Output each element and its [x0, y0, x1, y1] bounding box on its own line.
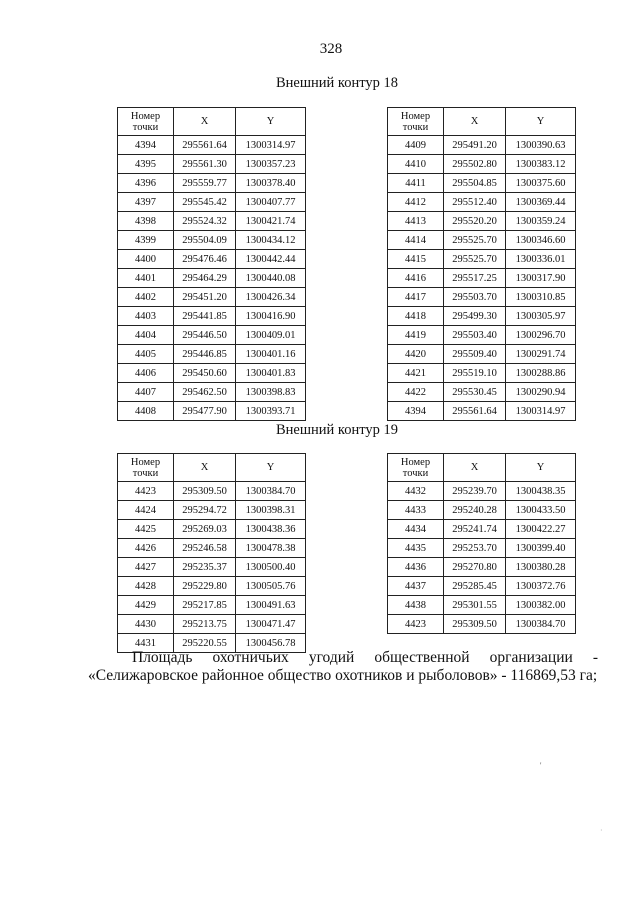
- point-number-cell: 4418: [388, 307, 444, 326]
- point-number-cell: 4395: [118, 155, 174, 174]
- point-number-cell: 4410: [388, 155, 444, 174]
- table-row: [388, 288, 576, 307]
- contour-19-right-table: [387, 453, 576, 634]
- header-y: Y: [236, 454, 306, 482]
- table-row: [118, 577, 306, 596]
- y-coordinate-cell: 1300398.31: [236, 501, 306, 520]
- x-coordinate-cell: 295545.42: [174, 193, 236, 212]
- point-number-cell: 4406: [118, 364, 174, 383]
- table-row: [388, 520, 576, 539]
- table-row: [388, 269, 576, 288]
- header-point-number: Номер точки: [118, 108, 174, 136]
- x-coordinate-cell: 295446.85: [174, 345, 236, 364]
- y-coordinate-cell: 1300290.94: [506, 383, 576, 402]
- x-coordinate-cell: 295559.77: [174, 174, 236, 193]
- x-coordinate-cell: 295240.28: [444, 501, 506, 520]
- y-coordinate-cell: 1300398.83: [236, 383, 306, 402]
- table-row: [118, 155, 306, 174]
- y-coordinate-cell: 1300305.97: [506, 307, 576, 326]
- x-coordinate-cell: 295502.80: [444, 155, 506, 174]
- header-x: X: [174, 108, 236, 136]
- point-number-cell: 4431: [118, 634, 174, 653]
- table-row: [118, 193, 306, 212]
- table-row: [388, 402, 576, 421]
- y-coordinate-cell: 1300380.28: [506, 558, 576, 577]
- point-number-cell: 4404: [118, 326, 174, 345]
- table-row: [118, 402, 306, 421]
- scan-speck: ': [540, 761, 542, 770]
- x-coordinate-cell: 295462.50: [174, 383, 236, 402]
- table-row: [388, 596, 576, 615]
- y-coordinate-cell: 1300422.27: [506, 520, 576, 539]
- x-coordinate-cell: 295476.46: [174, 250, 236, 269]
- point-number-cell: 4405: [118, 345, 174, 364]
- x-coordinate-cell: 295309.50: [174, 482, 236, 501]
- y-coordinate-cell: 1300336.01: [506, 250, 576, 269]
- contour-19-title: Внешний контур 19: [275, 422, 399, 438]
- table-row: [388, 212, 576, 231]
- x-coordinate-cell: 295561.64: [444, 402, 506, 421]
- table-row: [118, 520, 306, 539]
- table-row: [118, 539, 306, 558]
- y-coordinate-cell: 1300291.74: [506, 345, 576, 364]
- point-number-cell: 4398: [118, 212, 174, 231]
- contour-18-left-table: [117, 107, 306, 421]
- y-coordinate-cell: 1300383.12: [506, 155, 576, 174]
- x-coordinate-cell: 295285.45: [444, 577, 506, 596]
- x-coordinate-cell: 295504.85: [444, 174, 506, 193]
- point-number-cell: 4424: [118, 501, 174, 520]
- y-coordinate-cell: 1300372.76: [506, 577, 576, 596]
- point-number-cell: 4407: [118, 383, 174, 402]
- table-row: [388, 558, 576, 577]
- point-number-cell: 4436: [388, 558, 444, 577]
- table-row: [388, 539, 576, 558]
- y-coordinate-cell: 1300421.74: [236, 212, 306, 231]
- y-coordinate-cell: 1300442.44: [236, 250, 306, 269]
- y-coordinate-cell: 1300433.50: [506, 501, 576, 520]
- point-number-cell: 4433: [388, 501, 444, 520]
- point-number-cell: 4429: [118, 596, 174, 615]
- table-row: [388, 482, 576, 501]
- scan-speck: ·: [600, 826, 603, 835]
- x-coordinate-cell: 295220.55: [174, 634, 236, 653]
- x-coordinate-cell: 295477.90: [174, 402, 236, 421]
- point-number-cell: 4427: [118, 558, 174, 577]
- header-y: Y: [506, 108, 576, 136]
- x-coordinate-cell: 295525.70: [444, 250, 506, 269]
- y-coordinate-cell: 1300384.70: [506, 615, 576, 634]
- table-row: [388, 345, 576, 364]
- y-coordinate-cell: 1300491.63: [236, 596, 306, 615]
- point-number-cell: 4428: [118, 577, 174, 596]
- point-number-cell: 4420: [388, 345, 444, 364]
- table-row: [118, 250, 306, 269]
- table-row: [118, 558, 306, 577]
- x-coordinate-cell: 295503.40: [444, 326, 506, 345]
- table-row: [388, 155, 576, 174]
- point-number-cell: 4426: [118, 539, 174, 558]
- x-coordinate-cell: 295241.74: [444, 520, 506, 539]
- point-number-cell: 4396: [118, 174, 174, 193]
- y-coordinate-cell: 1300500.40: [236, 558, 306, 577]
- y-coordinate-cell: 1300407.77: [236, 193, 306, 212]
- x-coordinate-cell: 295270.80: [444, 558, 506, 577]
- point-number-cell: 4412: [388, 193, 444, 212]
- table-row: [118, 231, 306, 250]
- point-number-cell: 4422: [388, 383, 444, 402]
- table-row: [388, 307, 576, 326]
- y-coordinate-cell: 1300314.97: [506, 402, 576, 421]
- table-header-row: [118, 454, 306, 482]
- x-coordinate-cell: 295509.40: [444, 345, 506, 364]
- x-coordinate-cell: 295239.70: [444, 482, 506, 501]
- table-row: [118, 482, 306, 501]
- header-x: X: [444, 454, 506, 482]
- table-row: [388, 193, 576, 212]
- y-coordinate-cell: 1300369.44: [506, 193, 576, 212]
- y-coordinate-cell: 1300438.36: [236, 520, 306, 539]
- table-row: [388, 174, 576, 193]
- x-coordinate-cell: 295524.32: [174, 212, 236, 231]
- x-coordinate-cell: 295294.72: [174, 501, 236, 520]
- table-row: [118, 383, 306, 402]
- point-number-cell: 4430: [118, 615, 174, 634]
- point-number-cell: 4402: [118, 288, 174, 307]
- point-number-cell: 4414: [388, 231, 444, 250]
- point-number-cell: 4415: [388, 250, 444, 269]
- header-y: Y: [506, 454, 576, 482]
- x-coordinate-cell: 295441.85: [174, 307, 236, 326]
- table-row: [118, 307, 306, 326]
- point-number-cell: 4403: [118, 307, 174, 326]
- table-row: [388, 364, 576, 383]
- table-header-row: [118, 108, 306, 136]
- point-number-cell: 4423: [388, 615, 444, 634]
- y-coordinate-cell: 1300401.16: [236, 345, 306, 364]
- y-coordinate-cell: 1300393.71: [236, 402, 306, 421]
- y-coordinate-cell: 1300357.23: [236, 155, 306, 174]
- y-coordinate-cell: 1300375.60: [506, 174, 576, 193]
- contour-18-title: Внешний контур 18: [275, 75, 399, 91]
- y-coordinate-cell: 1300310.85: [506, 288, 576, 307]
- table-row: [118, 596, 306, 615]
- point-number-cell: 4416: [388, 269, 444, 288]
- y-coordinate-cell: 1300384.70: [236, 482, 306, 501]
- header-point-number: Номер точки: [388, 108, 444, 136]
- y-coordinate-cell: 1300382.00: [506, 596, 576, 615]
- table-row: [118, 136, 306, 155]
- table-row: [388, 577, 576, 596]
- y-coordinate-cell: 1300416.90: [236, 307, 306, 326]
- point-number-cell: 4421: [388, 364, 444, 383]
- contour-19-left-table: [117, 453, 306, 653]
- area-statement-line-1: Площадь охотничьих угодий общественной организации -: [132, 649, 598, 666]
- x-coordinate-cell: 295235.37: [174, 558, 236, 577]
- point-number-cell: 4401: [118, 269, 174, 288]
- point-number-cell: 4400: [118, 250, 174, 269]
- point-number-cell: 4409: [388, 136, 444, 155]
- point-number-cell: 4413: [388, 212, 444, 231]
- header-point-number: Номер точки: [118, 454, 174, 482]
- x-coordinate-cell: 295530.45: [444, 383, 506, 402]
- y-coordinate-cell: 1300440.08: [236, 269, 306, 288]
- point-number-cell: 4423: [118, 482, 174, 501]
- x-coordinate-cell: 295269.03: [174, 520, 236, 539]
- x-coordinate-cell: 295451.20: [174, 288, 236, 307]
- y-coordinate-cell: 1300434.12: [236, 231, 306, 250]
- table-row: [118, 345, 306, 364]
- point-number-cell: 4408: [118, 402, 174, 421]
- y-coordinate-cell: 1300426.34: [236, 288, 306, 307]
- table-row: [388, 136, 576, 155]
- table-row: [388, 250, 576, 269]
- x-coordinate-cell: 295229.80: [174, 577, 236, 596]
- header-x: X: [444, 108, 506, 136]
- x-coordinate-cell: 295301.55: [444, 596, 506, 615]
- point-number-cell: 4437: [388, 577, 444, 596]
- x-coordinate-cell: 295246.58: [174, 539, 236, 558]
- table-row: [388, 383, 576, 402]
- area-statement-line-2: «Селижаровское районное общество охотников и рыболовов» - 116869,53 га;: [88, 667, 598, 684]
- y-coordinate-cell: 1300390.63: [506, 136, 576, 155]
- header-point-number: Номер точки: [388, 454, 444, 482]
- y-coordinate-cell: 1300456.78: [236, 634, 306, 653]
- point-number-cell: 4438: [388, 596, 444, 615]
- table-row: [388, 501, 576, 520]
- y-coordinate-cell: 1300346.60: [506, 231, 576, 250]
- table-row: [118, 615, 306, 634]
- point-number-cell: 4417: [388, 288, 444, 307]
- x-coordinate-cell: 295519.10: [444, 364, 506, 383]
- table-row: [388, 231, 576, 250]
- header-y: Y: [236, 108, 306, 136]
- y-coordinate-cell: 1300409.01: [236, 326, 306, 345]
- point-number-cell: 4397: [118, 193, 174, 212]
- point-number-cell: 4435: [388, 539, 444, 558]
- y-coordinate-cell: 1300296.70: [506, 326, 576, 345]
- x-coordinate-cell: 295512.40: [444, 193, 506, 212]
- x-coordinate-cell: 295517.25: [444, 269, 506, 288]
- table-header-row: [388, 108, 576, 136]
- table-row: [118, 288, 306, 307]
- y-coordinate-cell: 1300438.35: [506, 482, 576, 501]
- point-number-cell: 4432: [388, 482, 444, 501]
- x-coordinate-cell: 295561.64: [174, 136, 236, 155]
- y-coordinate-cell: 1300359.24: [506, 212, 576, 231]
- y-coordinate-cell: 1300317.90: [506, 269, 576, 288]
- point-number-cell: 4394: [118, 136, 174, 155]
- x-coordinate-cell: 295491.20: [444, 136, 506, 155]
- table-row: [118, 364, 306, 383]
- y-coordinate-cell: 1300401.83: [236, 364, 306, 383]
- x-coordinate-cell: 295446.50: [174, 326, 236, 345]
- x-coordinate-cell: 295503.70: [444, 288, 506, 307]
- x-coordinate-cell: 295309.50: [444, 615, 506, 634]
- point-number-cell: 4419: [388, 326, 444, 345]
- point-number-cell: 4425: [118, 520, 174, 539]
- point-number-cell: 4411: [388, 174, 444, 193]
- table-row: [118, 326, 306, 345]
- y-coordinate-cell: 1300288.86: [506, 364, 576, 383]
- x-coordinate-cell: 295561.30: [174, 155, 236, 174]
- header-x: X: [174, 454, 236, 482]
- page-number: 328: [319, 41, 343, 57]
- table-row: [118, 174, 306, 193]
- area-statement: [88, 649, 598, 685]
- point-number-cell: 4434: [388, 520, 444, 539]
- contour-18-right-table: [387, 107, 576, 421]
- x-coordinate-cell: 295253.70: [444, 539, 506, 558]
- x-coordinate-cell: 295217.85: [174, 596, 236, 615]
- x-coordinate-cell: 295504.09: [174, 231, 236, 250]
- table-row: [118, 501, 306, 520]
- x-coordinate-cell: 295525.70: [444, 231, 506, 250]
- y-coordinate-cell: 1300505.76: [236, 577, 306, 596]
- x-coordinate-cell: 295213.75: [174, 615, 236, 634]
- y-coordinate-cell: 1300378.40: [236, 174, 306, 193]
- y-coordinate-cell: 1300399.40: [506, 539, 576, 558]
- table-header-row: [388, 454, 576, 482]
- table-row: [118, 212, 306, 231]
- x-coordinate-cell: 295450.60: [174, 364, 236, 383]
- y-coordinate-cell: 1300478.38: [236, 539, 306, 558]
- y-coordinate-cell: 1300314.97: [236, 136, 306, 155]
- y-coordinate-cell: 1300471.47: [236, 615, 306, 634]
- point-number-cell: 4394: [388, 402, 444, 421]
- point-number-cell: 4399: [118, 231, 174, 250]
- x-coordinate-cell: 295464.29: [174, 269, 236, 288]
- table-row: [118, 269, 306, 288]
- x-coordinate-cell: 295520.20: [444, 212, 506, 231]
- table-row: [388, 326, 576, 345]
- table-row: [388, 615, 576, 634]
- x-coordinate-cell: 295499.30: [444, 307, 506, 326]
